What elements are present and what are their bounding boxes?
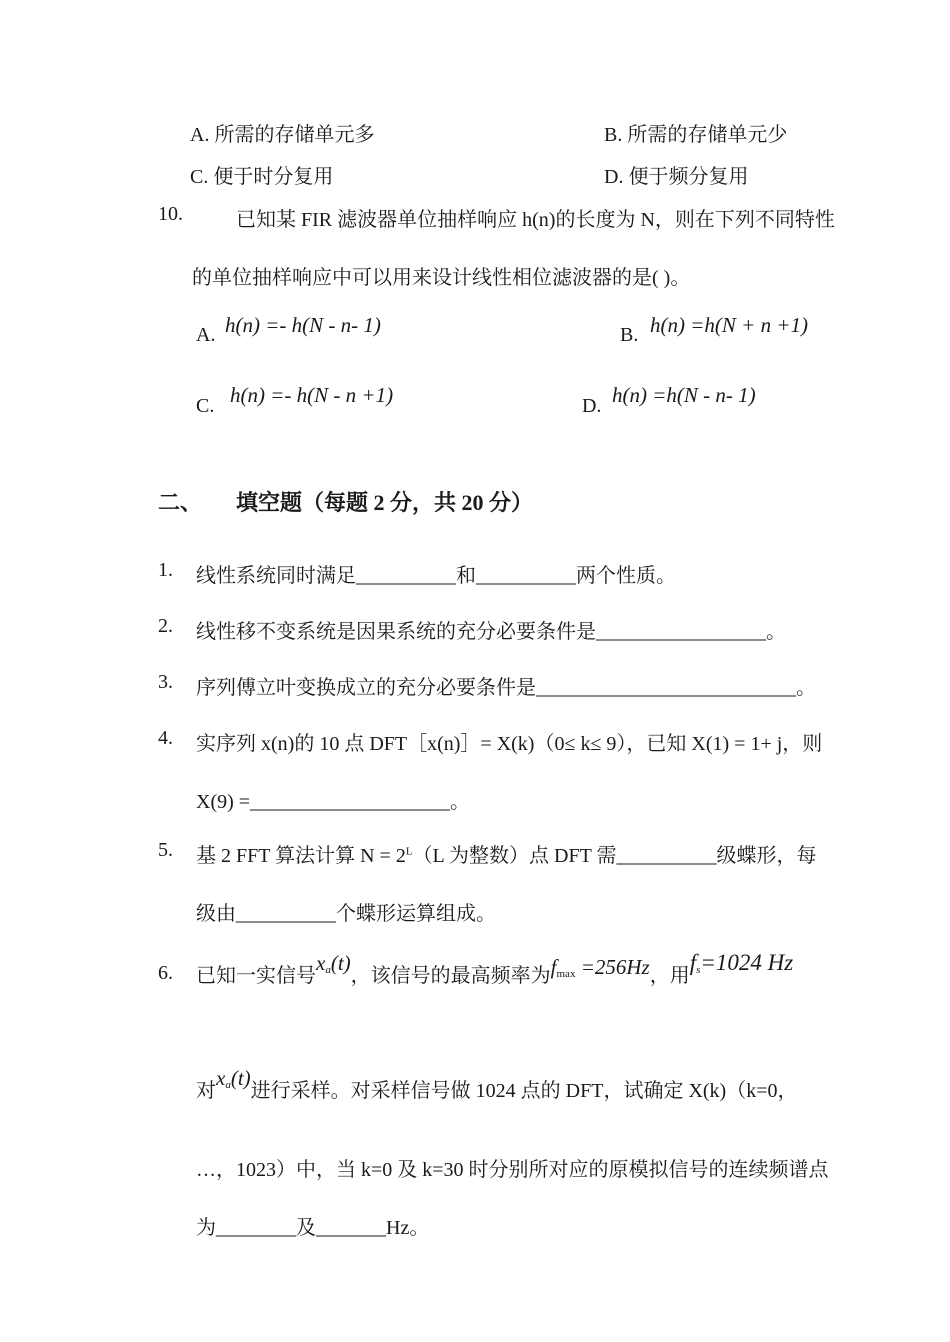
q10-option-d-formula: h(n) =h(N - n- 1) xyxy=(612,383,756,407)
q10-option-c-formula: h(n) =- h(N - n +1) xyxy=(230,383,394,407)
q10-number: 10. xyxy=(158,203,183,225)
fill-q6-number: 6. xyxy=(158,962,173,984)
fill-q6-line2-pre: 对 xyxy=(196,1080,216,1102)
fill-q4-number: 4. xyxy=(158,727,173,749)
xa-symbol: x xyxy=(316,951,326,975)
fill-q2-text: 线性移不变系统是因果系统的充分必要条件是_________________。 xyxy=(196,621,786,643)
fill-q3-text: 序列傅立叶变换成立的充分必要条件是__________________________。 xyxy=(196,677,816,699)
q10-line2: 的单位抽样响应中可以用来设计线性相位滤波器的是( )。 xyxy=(192,267,691,289)
fs-subscript: s xyxy=(696,964,701,976)
fill-q6-line3: …，1023）中，当 k=0 及 k=30 时分别所对应的原模拟信号的连续频谱点 xyxy=(196,1159,829,1181)
fill-q6-fmax xyxy=(551,955,650,979)
fill-q1-text: 线性系统同时满足__________和__________两个性质。 xyxy=(196,565,676,587)
fill-q3-number: 3. xyxy=(158,671,173,693)
fmax-subscript: max xyxy=(556,968,576,980)
q10-option-c-label: C. xyxy=(196,395,215,417)
fill-q6-line2-post: 进行采样。对采样信号做 1024 点的 DFT，试确定 X(k)（k=0， xyxy=(250,1080,798,1102)
q10-option-a-formula: h(n) =- h(N - n- 1) xyxy=(225,313,381,337)
section-number: 二、 xyxy=(158,490,203,515)
q10-line1: 已知某 FIR 滤波器单位抽样响应 h(n)的长度为 N，则在下列不同特性 xyxy=(236,209,835,231)
fill-q6-line2 xyxy=(196,1066,797,1103)
fill-q1-number: 1. xyxy=(158,559,173,581)
fs-value: =1024 Hz xyxy=(700,950,794,975)
q9-option-b: B. 所需的存储单元少 xyxy=(604,124,788,146)
fill-q5-post: （L 为整数）点 DFT 需__________级蝶形，每 xyxy=(412,845,817,867)
q9-option-a: A. 所需的存储单元多 xyxy=(190,124,375,146)
xa-arg-2: (t) xyxy=(230,1066,251,1090)
q9-option-d: D. 便于频分复用 xyxy=(604,166,749,188)
fill-q4-line2: X(9) =____________________。 xyxy=(196,791,471,813)
q10-option-a-label: A. xyxy=(196,324,216,346)
xa-subscript: a xyxy=(325,964,331,976)
fill-q5-sup: L xyxy=(405,845,413,858)
xa-subscript-2: a xyxy=(225,1079,231,1091)
fill-q6-mid: ，该信号的最高频率为 xyxy=(350,965,551,987)
fill-q2-number: 2. xyxy=(158,615,173,637)
q9-option-c: C. 便于时分复用 xyxy=(190,166,334,188)
fill-q6-line1 xyxy=(196,950,793,988)
fs-symbol: f xyxy=(689,950,697,975)
fmax-value: =256Hz xyxy=(580,955,650,979)
fill-q5-line1 xyxy=(196,839,816,868)
xa-arg: (t) xyxy=(330,951,351,975)
fmax-symbol: f xyxy=(550,955,557,979)
xa-symbol-2: x xyxy=(216,1066,226,1090)
fill-q4-line1: 实序列 x(n)的 10 点 DFT［x(n)］= X(k)（0≤ k≤ 9），已知 X(1) = 1+ j，则 xyxy=(196,733,823,755)
fill-q6-xa-2 xyxy=(216,1066,251,1090)
fill-q6-comma: ，用 xyxy=(649,965,690,987)
q10-option-d-label: D. xyxy=(582,395,602,417)
fill-q6-xa xyxy=(316,951,351,975)
fill-q5-number: 5. xyxy=(158,839,173,861)
fill-q6-fs xyxy=(690,950,794,975)
fill-q5-pre: 基 2 FFT 算法计算 N = 2 xyxy=(196,845,406,867)
section-title: 填空题（每题 2 分，共 20 分） xyxy=(236,490,534,515)
q10-option-b-label: B. xyxy=(620,324,639,346)
fill-q5-line2: 级由__________个蝶形运算组成。 xyxy=(196,903,496,925)
fill-q6-line4: 为________及_______Hz。 xyxy=(196,1217,430,1239)
fill-q6-pre: 已知一实信号 xyxy=(196,965,316,987)
q10-option-b-formula: h(n) =h(N + n +1) xyxy=(650,313,808,337)
